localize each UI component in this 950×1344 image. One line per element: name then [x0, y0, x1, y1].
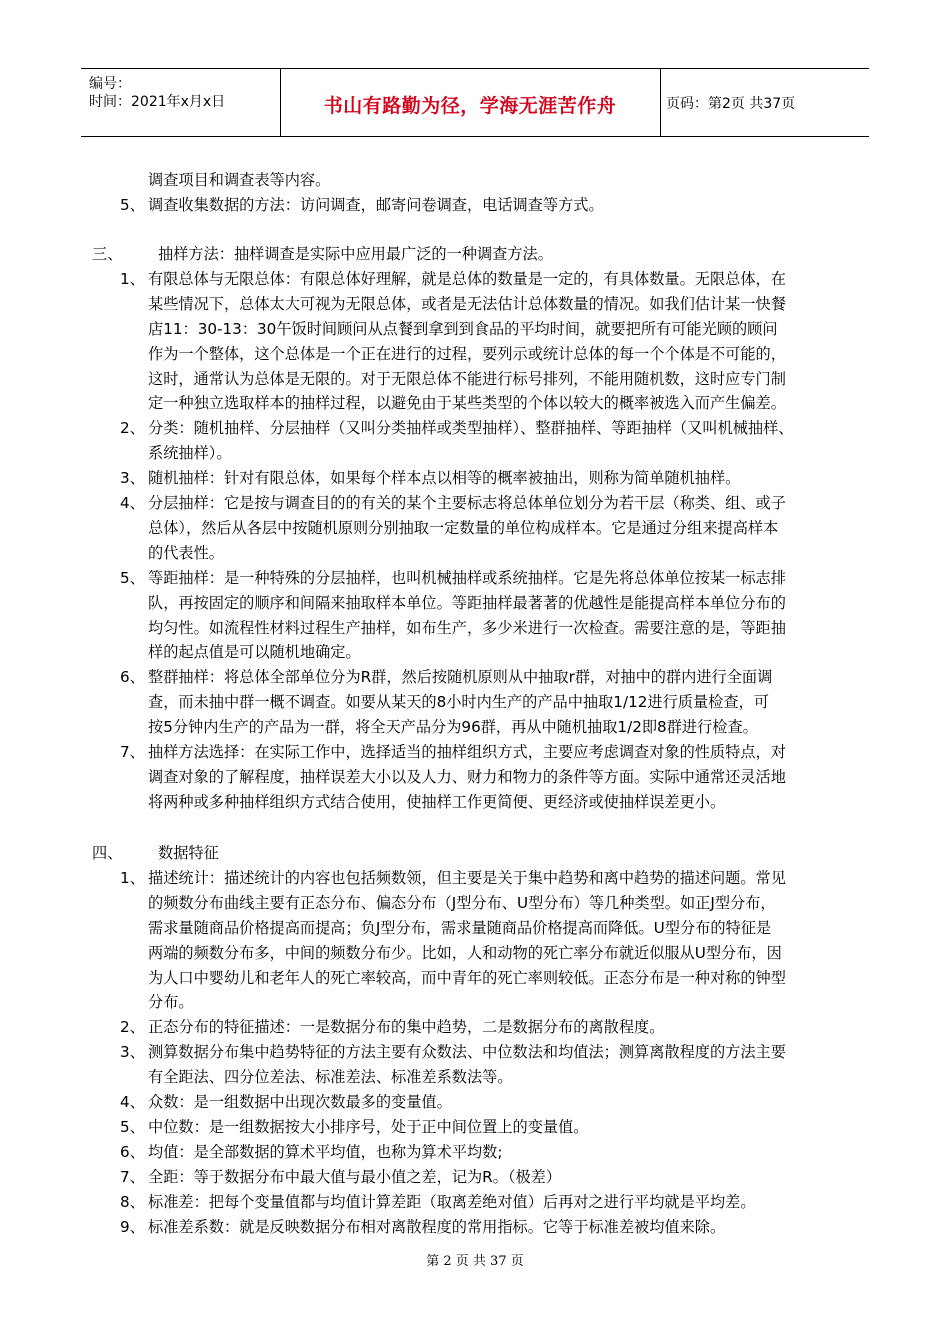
list-item-number: 5、	[120, 568, 145, 587]
list-item-text: 作为一个整体，这个总体是一个正在进行的过程，要列示或统计总体的每一个个体是不可能的，	[148, 344, 786, 363]
list-item-text: 分层抽样：它是按与调查目的的有关的某个主要标志将总体单位划分为若干层（称类、组、或子	[148, 494, 786, 512]
list-item-number: 7、	[120, 1167, 145, 1186]
list-item-text: 有全距法、四分位差法、标准差法、标准差系数法等。	[148, 1068, 513, 1087]
list-item-text: 测算数据分布集中趋势特征的方法主要有众数法、中位数法和均值法；测算离散程度的方法主要	[148, 1043, 786, 1062]
list-item-number: 8、	[120, 1192, 145, 1211]
list-item-text: 某些情况下，总体太大可视为无限总体，或者是无法估计总体数量的情况。如我们估计某一快餐	[148, 294, 786, 313]
section-marker: 三、	[92, 245, 123, 263]
list-item-number: 1、	[120, 269, 145, 288]
list-item-number: 3、	[120, 1043, 145, 1062]
list-item-text: 按5分钟内生产的产品为一群，将全天产品分为96群，再从中随机抽取1/2即8群进行检查。	[148, 718, 758, 737]
list-item-number: 4、	[120, 494, 145, 512]
list-item-text: 店11：30-13：30午饭时间顾问从点餐到拿到到食品的平均时间，就要把所有可能光顾的顾问	[148, 319, 778, 338]
list-item-text: 需求量随商品价格提高而提高；负J型分布，需求量随商品价格提高而降低。U型分布的特征是	[148, 918, 772, 937]
list-item-text: 分布。	[148, 993, 194, 1012]
list-item-text: 的频数分布曲线主要有正态分布、偏态分布（J型分布、U型分布）等几种类型。如正J型分布，	[148, 893, 776, 912]
list-item-number: 6、	[120, 1142, 145, 1161]
list-item-text: 调查收集数据的方法：访问调查，邮寄问卷调查，电话调查等方式。	[148, 195, 604, 214]
list-item-text: 为人口中婴幼儿和老年人的死亡率较高，而中青年的死亡率则较低。正态分布是一种对称的钟型	[148, 968, 786, 987]
list-item-text: 中位数：是一组数据按大小排序号，处于正中间位置上的变量值。	[148, 1117, 589, 1136]
section-title: 抽样方法：抽样调查是实际中应用最广泛的一种调查方法。	[158, 245, 553, 263]
list-item-number: 5、	[120, 195, 145, 214]
header-page-cell	[660, 69, 869, 136]
list-item-text: 有限总体与无限总体：有限总体好理解，就是总体的数量是一定的，有具体数量。无限总体，在	[148, 269, 786, 288]
list-item-number: 5、	[120, 1117, 145, 1136]
list-item-text: 的代表性。	[148, 543, 224, 562]
list-item-text: 抽样方法选择：在实际工作中，选择适当的抽样组织方式，主要应考虑调查对象的性质特点，对	[148, 743, 786, 761]
list-item-text: 系统抽样）。	[148, 444, 232, 463]
list-item-number: 1、	[120, 868, 145, 887]
list-item-text: 总体），然后从各层中按随机原则分别抽取一定数量的单位构成样本。它是通过分组来提高样本	[148, 518, 779, 537]
section-title: 数据特征	[158, 844, 219, 862]
list-item-text: 样的起点值是可以随机地确定。	[148, 643, 361, 662]
page-footer: 第 2 页 共 37 页	[426, 1254, 524, 1269]
list-item-text: 这时，通常认为总体是无限的。对于无限总体不能进行标号排列，不能用随机数，这时应专门制	[148, 369, 786, 388]
list-item-text: 调查对象的了解程度，抽样误差大小以及人力、财力和物力的条件等方面。实际中通常还灵活地	[148, 767, 786, 786]
list-item-number: 7、	[120, 743, 145, 761]
list-item-text: 整群抽样：将总体全部单位分为R群，然后按随机原则从中抽取r群，对抽中的群内进行全面调	[148, 668, 773, 687]
list-item-text: 正态分布的特征描述：一是数据分布的集中趋势，二是数据分布的离散程度。	[148, 1018, 665, 1037]
list-item-text: 两端的频数分布多，中间的频数分布少。比如，人和动物的死亡率分布就近似服从U型分布，因	[148, 943, 782, 962]
header-meta-cell	[81, 69, 281, 136]
list-item-text: 全距：等于数据分布中最大值与最小值之差，记为R。（极差）	[148, 1167, 562, 1186]
header-motto-cell	[280, 69, 661, 136]
list-item-text: 描述统计：描述统计的内容也包括频数领，但主要是关于集中趋势和离中趋势的描述问题。常见	[148, 868, 786, 887]
list-item-text: 标准差系数：就是反映数据分布相对离散程度的常用指标。它等于标准差被均值来除。	[148, 1217, 726, 1236]
document-number-label: 编号：	[89, 76, 131, 92]
list-item-number: 9、	[120, 1217, 145, 1236]
list-item-text: 均匀性。如流程性材料过程生产抽样，如布生产，多少米进行一次检查。需要注意的是，等距抽	[148, 618, 786, 637]
list-item-text: 众数：是一组数据中出现次数最多的变量值。	[148, 1093, 452, 1111]
list-item-number: 2、	[120, 419, 145, 438]
list-item-text: 定一种独立选取样本的抽样过程，以避免由于某些类型的个体以较大的概率被选入而产生偏差。	[148, 394, 786, 413]
list-item-text: 队，再按固定的顺序和间隔来抽取样本单位。等距抽样最著著的优越性是能提高样本单位分布的	[148, 593, 786, 612]
list-item-number: 4、	[120, 1093, 145, 1111]
paragraph-line: 调查项目和调查表等内容。	[148, 171, 331, 189]
header-page-code: 页码：第2页 共37页	[666, 96, 796, 112]
list-item-text: 分类：随机抽样、分层抽样（又叫分类抽样或类型抽样）、整群抽样、等距抽样（又叫机械抽样、	[148, 419, 794, 438]
list-item-text: 随机抽样：针对有限总体，如果每个样本点以相等的概率被抽出，则称为简单随机抽样。	[148, 469, 741, 488]
section-marker: 四、	[92, 844, 123, 862]
list-item-number: 2、	[120, 1018, 145, 1037]
list-item-text: 将两种或多种抽样组织方式结合使用，使抽样工作更简便、更经济或使抽样误差更小。	[148, 792, 726, 811]
page-header	[81, 68, 869, 137]
list-item-text: 查，而未抽中群一概不调查。如要从某天的8小时内生产的产品中抽取1/12进行质量检查，可	[148, 693, 769, 712]
document-date-label: 时间：2021年x月x日	[89, 94, 226, 110]
list-item-number: 6、	[120, 668, 145, 687]
list-item-number: 3、	[120, 469, 145, 488]
list-item-text: 等距抽样：是一种特殊的分层抽样，也叫机械抽样或系统抽样。它是先将总体单位按某一标志排	[148, 568, 786, 587]
header-motto: 书山有路勤为径，学海无涯苦作舟	[323, 95, 617, 117]
list-item-text: 标准差：把每个变量值都与均值计算差距（取离差绝对值）后再对之进行平均就是平均差。	[148, 1192, 756, 1211]
list-item-text: 均值：是全部数据的算术平均值，也称为算术平均数;	[148, 1142, 503, 1161]
